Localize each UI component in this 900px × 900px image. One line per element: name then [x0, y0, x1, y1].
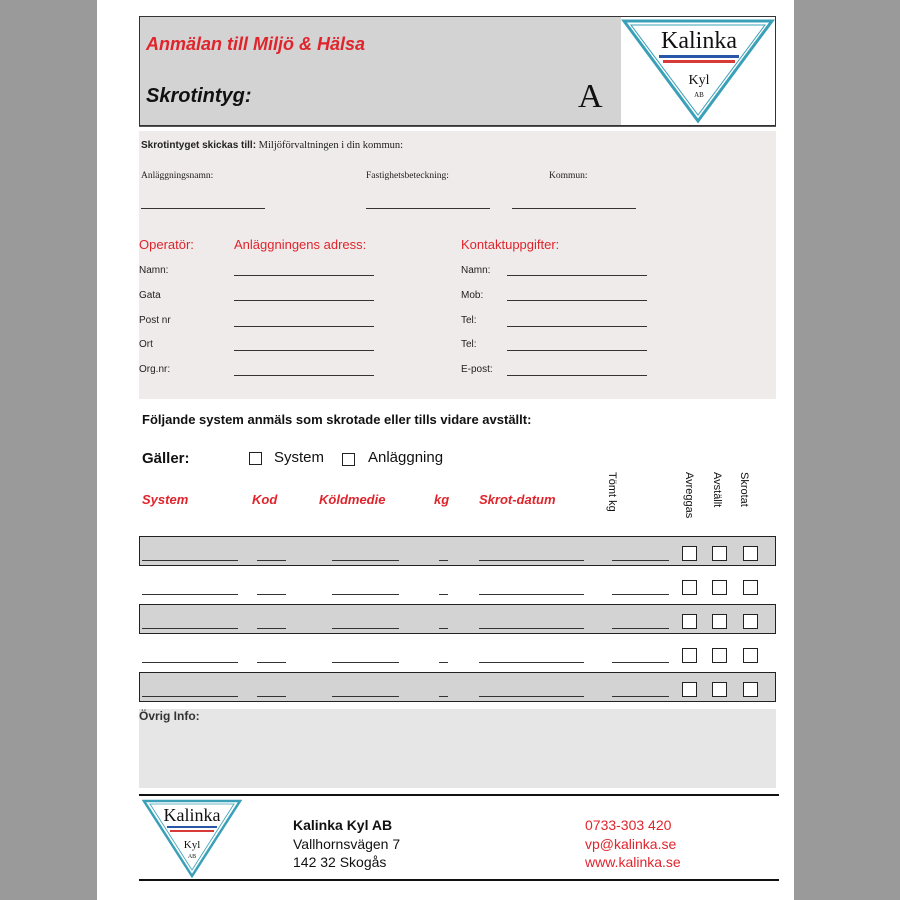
- svg-text:Kyl: Kyl: [183, 839, 201, 851]
- tomt-kg-field[interactable]: [612, 560, 669, 561]
- skrotat-checkbox[interactable]: [743, 546, 758, 561]
- logo-ab: AB: [694, 91, 704, 99]
- viewer-margin-left: [0, 0, 97, 900]
- operator-postal-field[interactable]: [234, 326, 374, 327]
- property-field[interactable]: [366, 208, 490, 209]
- operator-street-label: Gata: [139, 290, 161, 301]
- viewer-margin-right: [794, 0, 900, 900]
- koldmedie-field[interactable]: [332, 628, 399, 629]
- footer-bottom-line: [139, 879, 779, 881]
- contact-name-label: Namn:: [461, 265, 491, 276]
- footer-web[interactable]: www.kalinka.se: [585, 854, 681, 870]
- system-field[interactable]: [142, 662, 238, 663]
- footer-logo: [142, 798, 242, 878]
- page-title: Anmälan till Miljö & Hälsa: [146, 34, 366, 54]
- tomt-kg-field[interactable]: [612, 628, 669, 629]
- col-skrotat: Skrotat: [738, 472, 750, 507]
- operator-city-label: Ort: [139, 339, 153, 350]
- skrotat-checkbox[interactable]: [743, 614, 758, 629]
- footer-street: Vallhornsvägen 7: [293, 836, 401, 852]
- municipality-label: Kommun:: [549, 171, 588, 181]
- system-checkbox[interactable]: [249, 452, 262, 465]
- facility-name-label: Anläggningsnamn:: [141, 171, 214, 181]
- footer-email[interactable]: vp@kalinka.se: [585, 836, 677, 852]
- kod-field[interactable]: [257, 696, 286, 697]
- skrotdatum-field[interactable]: [479, 696, 584, 697]
- logo-name: Kalinka: [661, 28, 737, 54]
- avstallt-checkbox[interactable]: [712, 546, 727, 561]
- avstallt-checkbox[interactable]: [712, 580, 727, 595]
- system-option-label: System: [274, 449, 325, 466]
- svg-text:Kalinka: Kalinka: [163, 805, 221, 825]
- other-info-label: Övrig Info:: [139, 709, 200, 723]
- col-kod: Kod: [252, 492, 278, 507]
- system-field[interactable]: [142, 594, 238, 595]
- tomt-kg-field[interactable]: [612, 594, 669, 595]
- send-to-line: Skrotintyget skickas till: Miljöförvaltningen i din kommun:: [141, 140, 404, 151]
- property-label: Fastighetsbeteckning:: [366, 171, 449, 181]
- form-letter: A: [578, 78, 603, 115]
- system-field[interactable]: [142, 628, 238, 629]
- avstallt-checkbox[interactable]: [712, 682, 727, 697]
- skrotdatum-field[interactable]: [479, 594, 584, 595]
- logo-triangle-icon: [621, 17, 775, 125]
- skrotdatum-field[interactable]: [479, 628, 584, 629]
- koldmedie-field[interactable]: [332, 560, 399, 561]
- operator-heading: Operatör:: [139, 237, 194, 252]
- company-logo: [621, 17, 775, 125]
- contact-email-label: E-post:: [461, 364, 493, 375]
- col-koldmedie: Köldmedie: [319, 492, 386, 507]
- contact-phone2-field[interactable]: [507, 350, 647, 351]
- galler-label: Gäller:: [142, 450, 190, 467]
- logo-sub: Kyl: [688, 73, 710, 88]
- col-avreggas: Avreggas: [683, 472, 695, 519]
- table-row-band: [139, 536, 776, 566]
- contact-name-field[interactable]: [507, 275, 647, 276]
- col-avstallt: Avställt: [711, 472, 723, 508]
- koldmedie-field[interactable]: [332, 594, 399, 595]
- kg-field[interactable]: [439, 594, 448, 595]
- footer-city: 142 32 Skogås: [293, 854, 387, 870]
- skrotdatum-field[interactable]: [479, 560, 584, 561]
- avreggas-checkbox[interactable]: [682, 614, 697, 629]
- contact-email-field[interactable]: [507, 375, 647, 376]
- avreggas-checkbox[interactable]: [682, 648, 697, 663]
- operator-name-field[interactable]: [234, 275, 374, 276]
- other-info-area[interactable]: [139, 709, 776, 788]
- system-field[interactable]: [142, 696, 238, 697]
- tomt-kg-field[interactable]: [612, 662, 669, 663]
- skrotat-checkbox[interactable]: [743, 580, 758, 595]
- kg-field[interactable]: [439, 560, 448, 561]
- operator-orgnr-label: Org.nr:: [139, 364, 171, 375]
- tomt-kg-field[interactable]: [612, 696, 669, 697]
- koldmedie-field[interactable]: [332, 696, 399, 697]
- kod-field[interactable]: [257, 594, 286, 595]
- municipality-field[interactable]: [512, 208, 636, 209]
- koldmedie-field[interactable]: [332, 662, 399, 663]
- operator-name-label: Namn:: [139, 265, 169, 276]
- page-subtitle: Skrotintyg:: [146, 85, 252, 107]
- footer-top-line: [139, 794, 779, 796]
- logo-triangle-icon: [142, 798, 242, 878]
- anlaggning-checkbox[interactable]: [342, 453, 355, 466]
- address-heading: Anläggningens adress:: [234, 237, 367, 252]
- avstallt-checkbox[interactable]: [712, 614, 727, 629]
- col-system: System: [142, 492, 189, 507]
- skrotat-checkbox[interactable]: [743, 682, 758, 697]
- kod-field[interactable]: [257, 560, 286, 561]
- avreggas-checkbox[interactable]: [682, 682, 697, 697]
- table-row-band: [139, 604, 776, 634]
- col-skrotdatum: Skrot-datum: [479, 492, 556, 507]
- operator-orgnr-field[interactable]: [234, 375, 374, 376]
- contact-phone-label: Tel:: [461, 315, 477, 326]
- operator-street-field[interactable]: [234, 300, 374, 301]
- form-area: [139, 131, 776, 399]
- kg-field[interactable]: [439, 696, 448, 697]
- avreggas-checkbox[interactable]: [682, 546, 697, 561]
- contact-mobile-label: Mob:: [461, 290, 484, 301]
- kg-field[interactable]: [439, 628, 448, 629]
- skrotdatum-field[interactable]: [479, 662, 584, 663]
- skrotat-checkbox[interactable]: [743, 648, 758, 663]
- footer-company-name: Kalinka Kyl AB: [293, 817, 393, 833]
- svg-text:AB: AB: [187, 854, 197, 860]
- operator-city-field[interactable]: [234, 350, 374, 351]
- contact-phone2-label: Tel:: [461, 339, 477, 350]
- footer-phone: 0733-303 420: [585, 817, 672, 833]
- col-tomt-kg: Tömt kg: [606, 472, 618, 512]
- avreggas-checkbox[interactable]: [682, 580, 697, 595]
- kod-field[interactable]: [257, 662, 286, 663]
- systems-intro: Följande system anmäls som skrotade eller tills vidare avställt:: [142, 412, 532, 427]
- table-row-band: [139, 672, 776, 702]
- contact-heading: Kontaktuppgifter:: [461, 237, 560, 252]
- facility-name-field[interactable]: [141, 208, 265, 209]
- kod-field[interactable]: [257, 628, 286, 629]
- anlaggning-option-label: Anläggning: [368, 449, 444, 466]
- kg-field[interactable]: [439, 662, 448, 663]
- avstallt-checkbox[interactable]: [712, 648, 727, 663]
- contact-phone-field[interactable]: [507, 326, 647, 327]
- system-field[interactable]: [142, 560, 238, 561]
- contact-mobile-field[interactable]: [507, 300, 647, 301]
- col-kg: kg: [434, 492, 450, 507]
- operator-postal-label: Post nr: [139, 315, 171, 326]
- header-divider: [139, 126, 776, 127]
